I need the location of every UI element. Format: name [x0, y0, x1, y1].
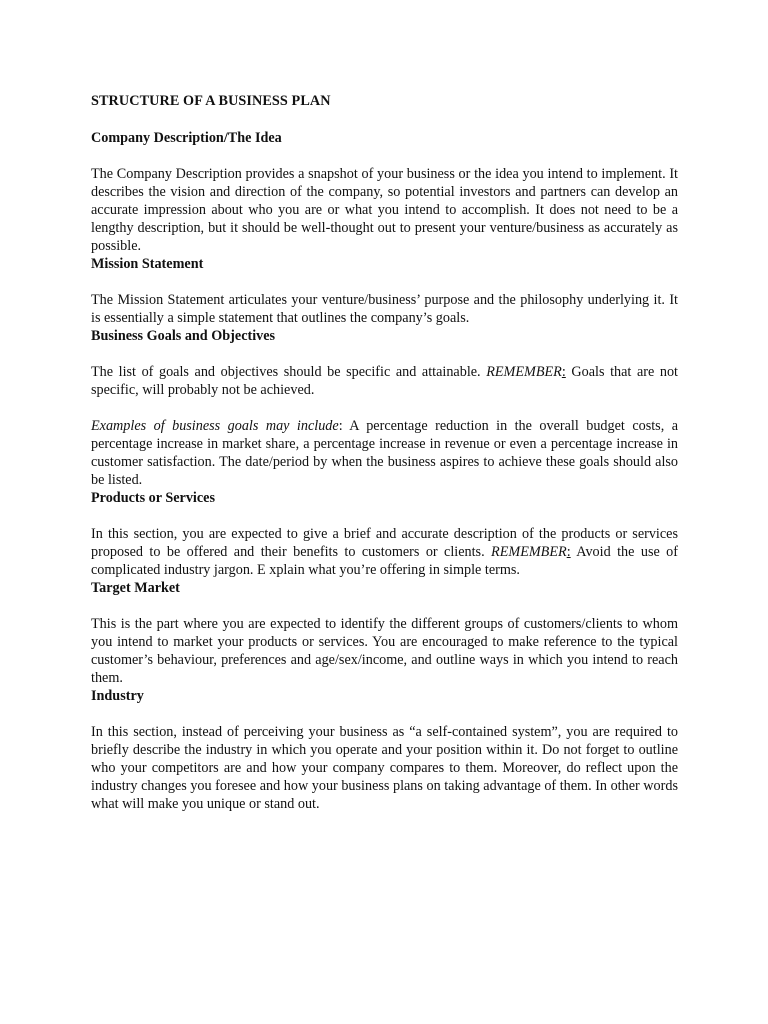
section-business-goals — [91, 327, 678, 489]
paragraph — [91, 363, 678, 399]
section-heading: Mission Statement — [91, 256, 204, 272]
section-heading: Products or Services — [91, 490, 215, 506]
paragraph — [91, 525, 678, 579]
paragraph-text: The list of goals and objectives should be specific and attainable. — [91, 364, 487, 380]
section-industry — [91, 687, 678, 813]
section-heading: Business Goals and Objectives — [91, 328, 276, 344]
paragraph: The Mission Statement articulates your venture/business’ purpose and the philosophy underlying it. It is essentially a simple statement that outlines the company’s goals. — [91, 292, 678, 326]
section-heading: Company Description/The Idea — [91, 130, 282, 146]
section-target-market — [91, 579, 678, 687]
section-company-description — [91, 129, 678, 255]
paragraph-text: : A percentage reduction in the overall budget costs, a percentage increase in market share, a percentage increase in revenue or even a percentage increase in customer satisfaction. The date/period by when the business aspires to achieve these goals should also be listed. — [91, 418, 678, 488]
paragraph: In this section, instead of perceiving your business as “a self-contained system”, you are required to briefly describe the industry in which you operate and your position within it. Do not forget to outline who your competitors are and how your company compares to them. Moreover, do reflect upon the industry changes you foresee and how your business plans on taking advantage of them. In other words what will make you unique or stand out. — [91, 724, 678, 812]
paragraph: This is the part where you are expected to identify the different groups of customers/clients to whom you intend to market your products or services. You are encouraged to make reference to the typical customer’s behaviour, preferences and age/sex/income, and outline ways in which you intend to reach them. — [91, 616, 678, 686]
paragraph — [91, 417, 678, 489]
examples-emphasis: Examples of business goals may include — [91, 418, 339, 434]
document-page — [91, 92, 678, 813]
paragraph-text: Goals that are not specific, will probably not be achieved. — [91, 364, 678, 398]
paragraph: The Company Description provides a snapshot of your business or the idea you intend to implement. It describes the vision and direction of the company, so potential investors and partners can develop an accurate impression about who you are or what you intend to accomplish. It does not need to be a lengthy description, but it should be well-thought out to present your venture/business as accurately as possible. — [91, 166, 678, 254]
paragraph-text: In this section, you are expected to give a brief and accurate description of the products or services proposed to be offered and their benefits to customers or clients. — [91, 526, 678, 560]
section-products-services — [91, 489, 678, 579]
section-heading: Target Market — [91, 580, 180, 596]
section-mission-statement — [91, 255, 678, 327]
remember-colon: : — [566, 544, 571, 560]
document-title: STRUCTURE OF A BUSINESS PLAN — [91, 93, 331, 109]
section-heading: Industry — [91, 688, 144, 704]
remember-colon: : — [561, 364, 566, 380]
remember-emphasis: REMEMBER — [491, 544, 567, 560]
paragraph-text: Avoid the use of complicated industry jargon. E xplain what you’re offering in simple terms. — [91, 544, 678, 578]
remember-emphasis: REMEMBER — [486, 364, 562, 380]
